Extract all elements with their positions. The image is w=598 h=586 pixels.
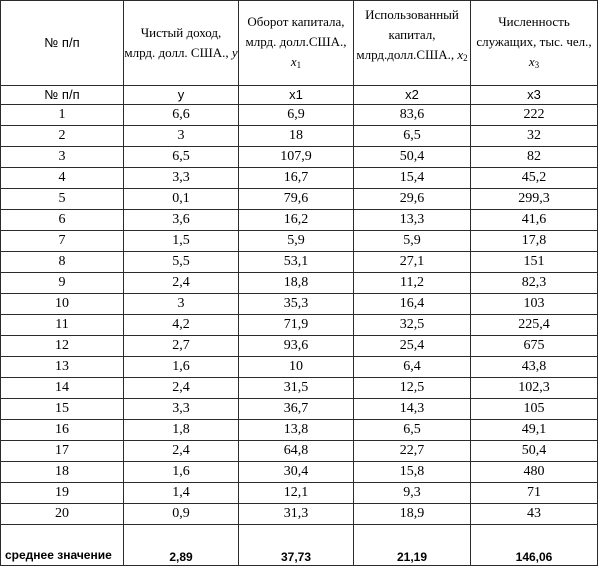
table-cell: 32,5 bbox=[354, 315, 471, 336]
table-row bbox=[1, 420, 598, 441]
table-row bbox=[1, 210, 598, 231]
header-cell-capital-turnover: Оборот капитала, млрд. долл.США., $x_1$ bbox=[239, 1, 354, 86]
table-cell: 3,3 bbox=[124, 168, 239, 189]
table-cell: 6 bbox=[1, 210, 124, 231]
table-cell: 18,8 bbox=[239, 273, 354, 294]
table-cell: 9 bbox=[1, 273, 124, 294]
table-cell: 5,9 bbox=[354, 231, 471, 252]
table-cell: 12,5 bbox=[354, 378, 471, 399]
table-cell: 675 bbox=[471, 336, 598, 357]
table-row bbox=[1, 168, 598, 189]
table-cell: 16,4 bbox=[354, 294, 471, 315]
table-row bbox=[1, 273, 598, 294]
table-cell: 43 bbox=[471, 504, 598, 525]
table-cell: 93,6 bbox=[239, 336, 354, 357]
table-cell: 22,7 bbox=[354, 441, 471, 462]
table-cell: 17,8 bbox=[471, 231, 598, 252]
table-cell: 16,7 bbox=[239, 168, 354, 189]
table-row bbox=[1, 126, 598, 147]
table-cell: 43,8 bbox=[471, 357, 598, 378]
table-cell: 5 bbox=[1, 189, 124, 210]
table-cell: 299,3 bbox=[471, 189, 598, 210]
header-cell-net-income: Чистый доход, млрд. долл. США., y bbox=[124, 1, 239, 86]
table-cell: 0,1 bbox=[124, 189, 239, 210]
header-cell-employees: Численность служащих, тыс. чел., $x_3$ bbox=[471, 1, 598, 86]
table-cell: 6,5 bbox=[354, 420, 471, 441]
table-cell: 25,4 bbox=[354, 336, 471, 357]
table-cell: 36,7 bbox=[239, 399, 354, 420]
table-cell: 3 bbox=[124, 294, 239, 315]
table-cell: 12,1 bbox=[239, 483, 354, 504]
table-cell: 64,8 bbox=[239, 441, 354, 462]
table-cell: 16,2 bbox=[239, 210, 354, 231]
table-cell: 2,4 bbox=[124, 378, 239, 399]
table-row bbox=[1, 252, 598, 273]
table-cell: 18 bbox=[1, 462, 124, 483]
table-cell: 6,5 bbox=[354, 126, 471, 147]
table-row bbox=[1, 483, 598, 504]
table-cell: 0,9 bbox=[124, 504, 239, 525]
table-row bbox=[1, 231, 598, 252]
table-cell: 20 bbox=[1, 504, 124, 525]
table-cell: 13,3 bbox=[354, 210, 471, 231]
subheader-cell: x2 bbox=[354, 86, 471, 105]
table-cell: 7 bbox=[1, 231, 124, 252]
table-row bbox=[1, 336, 598, 357]
table-cell: 1,4 bbox=[124, 483, 239, 504]
table-cell: 6,6 bbox=[124, 105, 239, 126]
table-cell: 4 bbox=[1, 168, 124, 189]
table-cell: 4,2 bbox=[124, 315, 239, 336]
table-cell: 3,6 bbox=[124, 210, 239, 231]
table-cell: 3 bbox=[1, 147, 124, 168]
table-cell: 3 bbox=[124, 126, 239, 147]
table-cell: 2 bbox=[1, 126, 124, 147]
average-row bbox=[1, 525, 598, 566]
table-cell: 71,9 bbox=[239, 315, 354, 336]
table-cell: 5,5 bbox=[124, 252, 239, 273]
table-cell: 79,6 bbox=[239, 189, 354, 210]
table-cell: 222 bbox=[471, 105, 598, 126]
table-cell: 27,1 bbox=[354, 252, 471, 273]
table-cell: 480 bbox=[471, 462, 598, 483]
average-value: 146,06 bbox=[471, 525, 598, 566]
table-cell: 225,4 bbox=[471, 315, 598, 336]
table-cell: 10 bbox=[239, 357, 354, 378]
table-cell: 49,1 bbox=[471, 420, 598, 441]
table-cell: 6,5 bbox=[124, 147, 239, 168]
table-cell: 17 bbox=[1, 441, 124, 462]
table-cell: 1 bbox=[1, 105, 124, 126]
table-cell: 41,6 bbox=[471, 210, 598, 231]
table-row bbox=[1, 105, 598, 126]
table-cell: 31,5 bbox=[239, 378, 354, 399]
table-cell: 6,9 bbox=[239, 105, 354, 126]
table-cell: 35,3 bbox=[239, 294, 354, 315]
table-cell: 5,9 bbox=[239, 231, 354, 252]
table-cell: 15,4 bbox=[354, 168, 471, 189]
table-cell: 11,2 bbox=[354, 273, 471, 294]
table-cell: 2,7 bbox=[124, 336, 239, 357]
table-cell: 83,6 bbox=[354, 105, 471, 126]
table-cell: 3,3 bbox=[124, 399, 239, 420]
table-cell: 31,3 bbox=[239, 504, 354, 525]
header-cell-number: № п/п bbox=[1, 1, 124, 86]
table-cell: 53,1 bbox=[239, 252, 354, 273]
table-cell: 18 bbox=[239, 126, 354, 147]
table-cell: 9,3 bbox=[354, 483, 471, 504]
table-cell: 82,3 bbox=[471, 273, 598, 294]
table-row bbox=[1, 189, 598, 210]
table-cell: 151 bbox=[471, 252, 598, 273]
table-cell: 16 bbox=[1, 420, 124, 441]
subheader-cell: № п/п bbox=[1, 86, 124, 105]
average-value: 2,89 bbox=[124, 525, 239, 566]
table-row bbox=[1, 357, 598, 378]
subheader-cell: x1 bbox=[239, 86, 354, 105]
table-cell: 19 bbox=[1, 483, 124, 504]
table-cell: 30,4 bbox=[239, 462, 354, 483]
subheader-cell: x3 bbox=[471, 86, 598, 105]
table-cell: 12 bbox=[1, 336, 124, 357]
table-cell: 1,5 bbox=[124, 231, 239, 252]
subheader-cell: y bbox=[124, 86, 239, 105]
table-cell: 14,3 bbox=[354, 399, 471, 420]
table-cell: 15 bbox=[1, 399, 124, 420]
table-cell: 107,9 bbox=[239, 147, 354, 168]
table-cell: 71 bbox=[471, 483, 598, 504]
table-cell: 11 bbox=[1, 315, 124, 336]
table-cell: 102,3 bbox=[471, 378, 598, 399]
table-row bbox=[1, 315, 598, 336]
table-cell: 1,8 bbox=[124, 420, 239, 441]
header-cell-used-capital: Использованный капитал, млрд.долл.США., $x_2$ bbox=[354, 1, 471, 86]
table-cell: 32 bbox=[471, 126, 598, 147]
table-cell: 50,4 bbox=[354, 147, 471, 168]
table-cell: 1,6 bbox=[124, 462, 239, 483]
table-cell: 2,4 bbox=[124, 441, 239, 462]
table-cell: 13 bbox=[1, 357, 124, 378]
table-row bbox=[1, 504, 598, 525]
table-row bbox=[1, 147, 598, 168]
average-label: среднее значение bbox=[1, 525, 124, 566]
table-cell: 10 bbox=[1, 294, 124, 315]
table-cell: 15,8 bbox=[354, 462, 471, 483]
table-row bbox=[1, 399, 598, 420]
table-row bbox=[1, 294, 598, 315]
table-cell: 1,6 bbox=[124, 357, 239, 378]
table-cell: 18,9 bbox=[354, 504, 471, 525]
table-cell: 29,6 bbox=[354, 189, 471, 210]
table-cell: 50,4 bbox=[471, 441, 598, 462]
average-value: 37,73 bbox=[239, 525, 354, 566]
table-cell: 14 bbox=[1, 378, 124, 399]
subheader-row bbox=[1, 86, 598, 105]
table-row bbox=[1, 378, 598, 399]
average-value: 21,19 bbox=[354, 525, 471, 566]
table-cell: 82 bbox=[471, 147, 598, 168]
table-cell: 45,2 bbox=[471, 168, 598, 189]
table-cell: 13,8 bbox=[239, 420, 354, 441]
table-row bbox=[1, 441, 598, 462]
header-row bbox=[1, 1, 598, 86]
table-cell: 2,4 bbox=[124, 273, 239, 294]
table-cell: 103 bbox=[471, 294, 598, 315]
table-row bbox=[1, 462, 598, 483]
table-cell: 6,4 bbox=[354, 357, 471, 378]
table-cell: 105 bbox=[471, 399, 598, 420]
table-cell: 8 bbox=[1, 252, 124, 273]
